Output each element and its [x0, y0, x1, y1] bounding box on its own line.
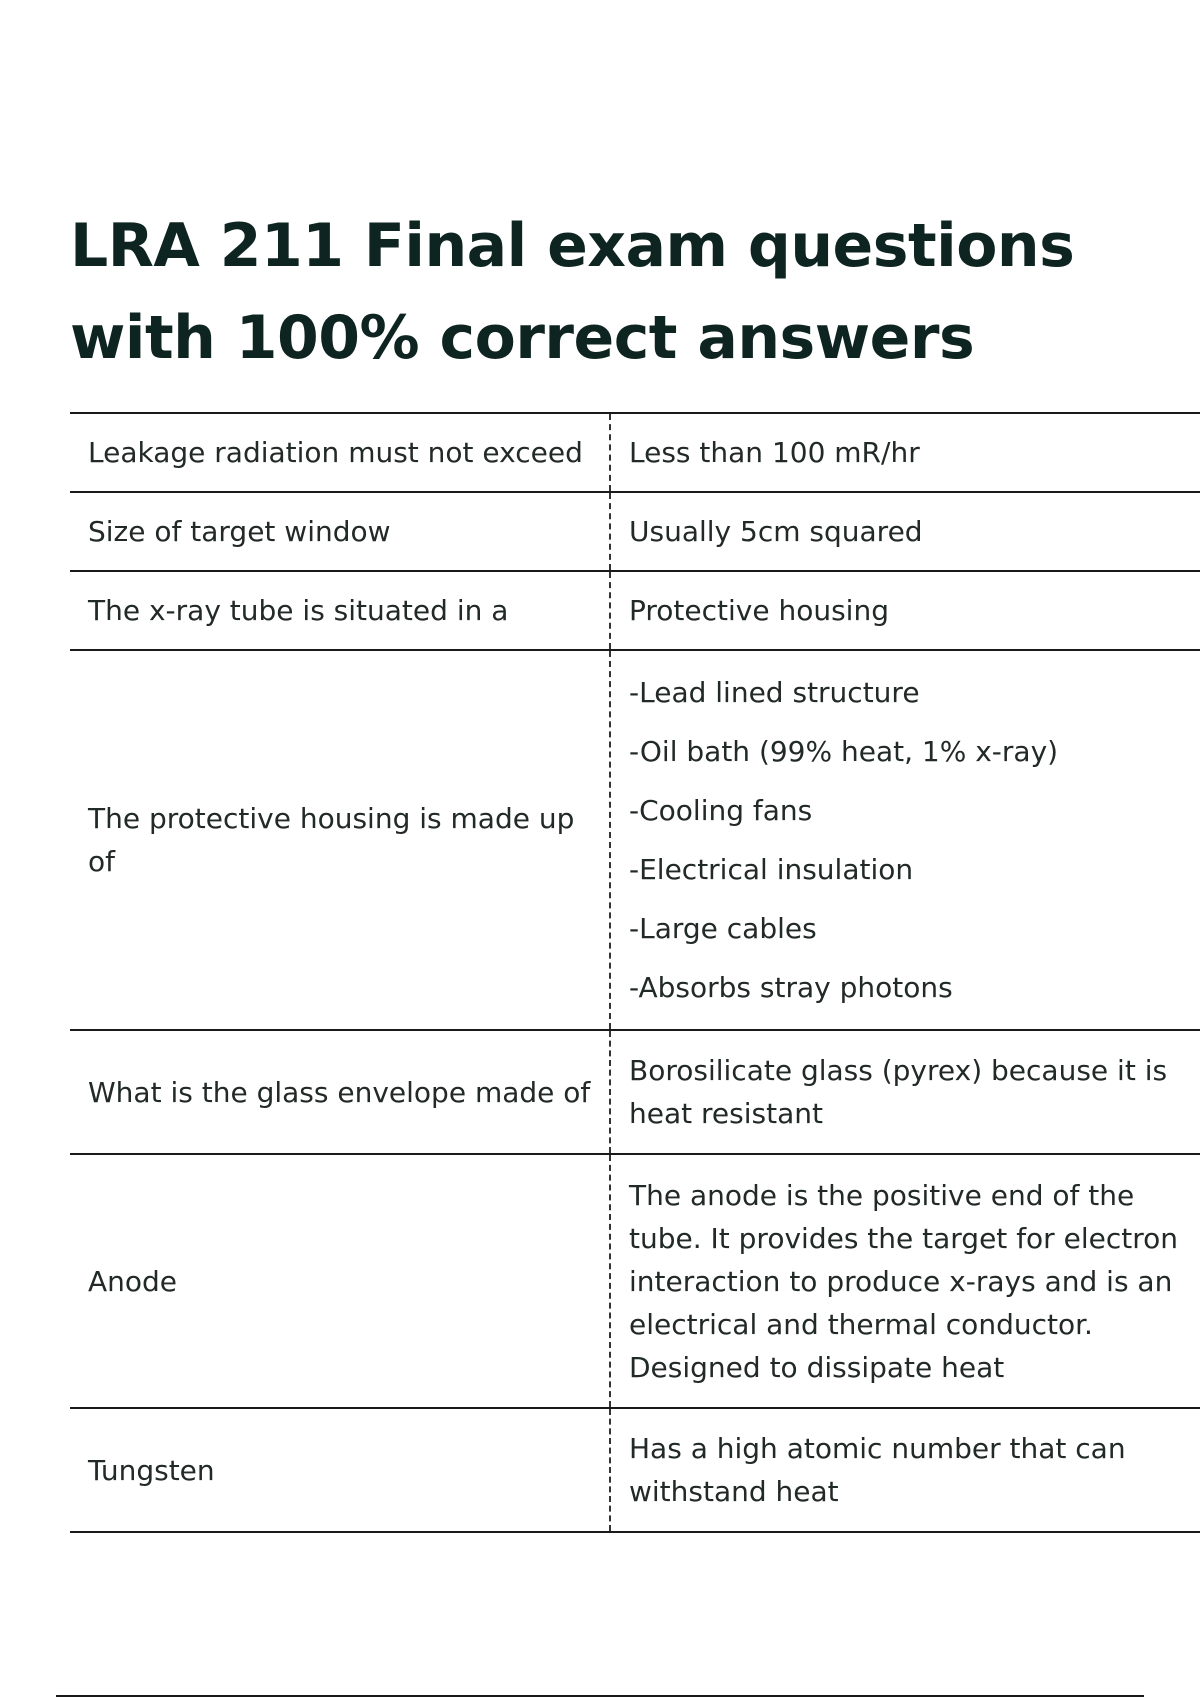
- table-row: [70, 650, 1200, 1030]
- answer-cell: Usually 5cm squared: [629, 515, 923, 548]
- answer-list-item: -Lead lined structure: [629, 676, 920, 709]
- table-row: [70, 571, 1200, 650]
- table-row: [70, 413, 1200, 492]
- table-row: [70, 1030, 1200, 1154]
- question-cell: What is the glass envelope made of: [70, 1030, 610, 1154]
- document-title: LRA 211 Final exam questions with 100% correct answers: [70, 211, 1075, 373]
- qa-table: [70, 412, 1200, 1533]
- table-row: [70, 492, 1200, 571]
- page-footer-divider: [56, 1695, 1144, 1697]
- answer-list-item: -Large cables: [629, 912, 817, 945]
- answer-list-item: -Electrical insulation: [629, 853, 914, 886]
- answer-list-item: -Oil bath (99% heat, 1% x-ray): [629, 735, 1059, 768]
- question-cell: Leakage radiation must not exceed: [70, 413, 610, 492]
- question-cell: Size of target window: [70, 492, 610, 571]
- question-cell: Tungsten: [70, 1408, 610, 1532]
- answer-cell: Borosilicate glass (pyrex) because it is heat resistant: [629, 1054, 1168, 1130]
- answer-cell: The anode is the positive end of the tube. It provides the target for electron interaction to produce x-rays and is an electrical and thermal conductor. Designed to dissipate heat: [629, 1178, 1178, 1384]
- table-row: [70, 1408, 1200, 1532]
- answer-cell: Protective housing: [629, 594, 889, 627]
- question-cell: The x-ray tube is situated in a: [70, 571, 610, 650]
- answer-list-item: -Cooling fans: [629, 794, 813, 827]
- answer-list-cell: [610, 650, 1200, 1030]
- question-cell: Anode: [70, 1154, 610, 1408]
- answer-cell: Has a high atomic number that can withstand heat: [629, 1432, 1126, 1508]
- question-cell: The protective housing is made up of: [70, 650, 610, 1030]
- answer-cell: Less than 100 mR/hr: [629, 436, 920, 469]
- table-row: [70, 1154, 1200, 1408]
- answer-list-item: -Absorbs stray photons: [629, 971, 953, 1004]
